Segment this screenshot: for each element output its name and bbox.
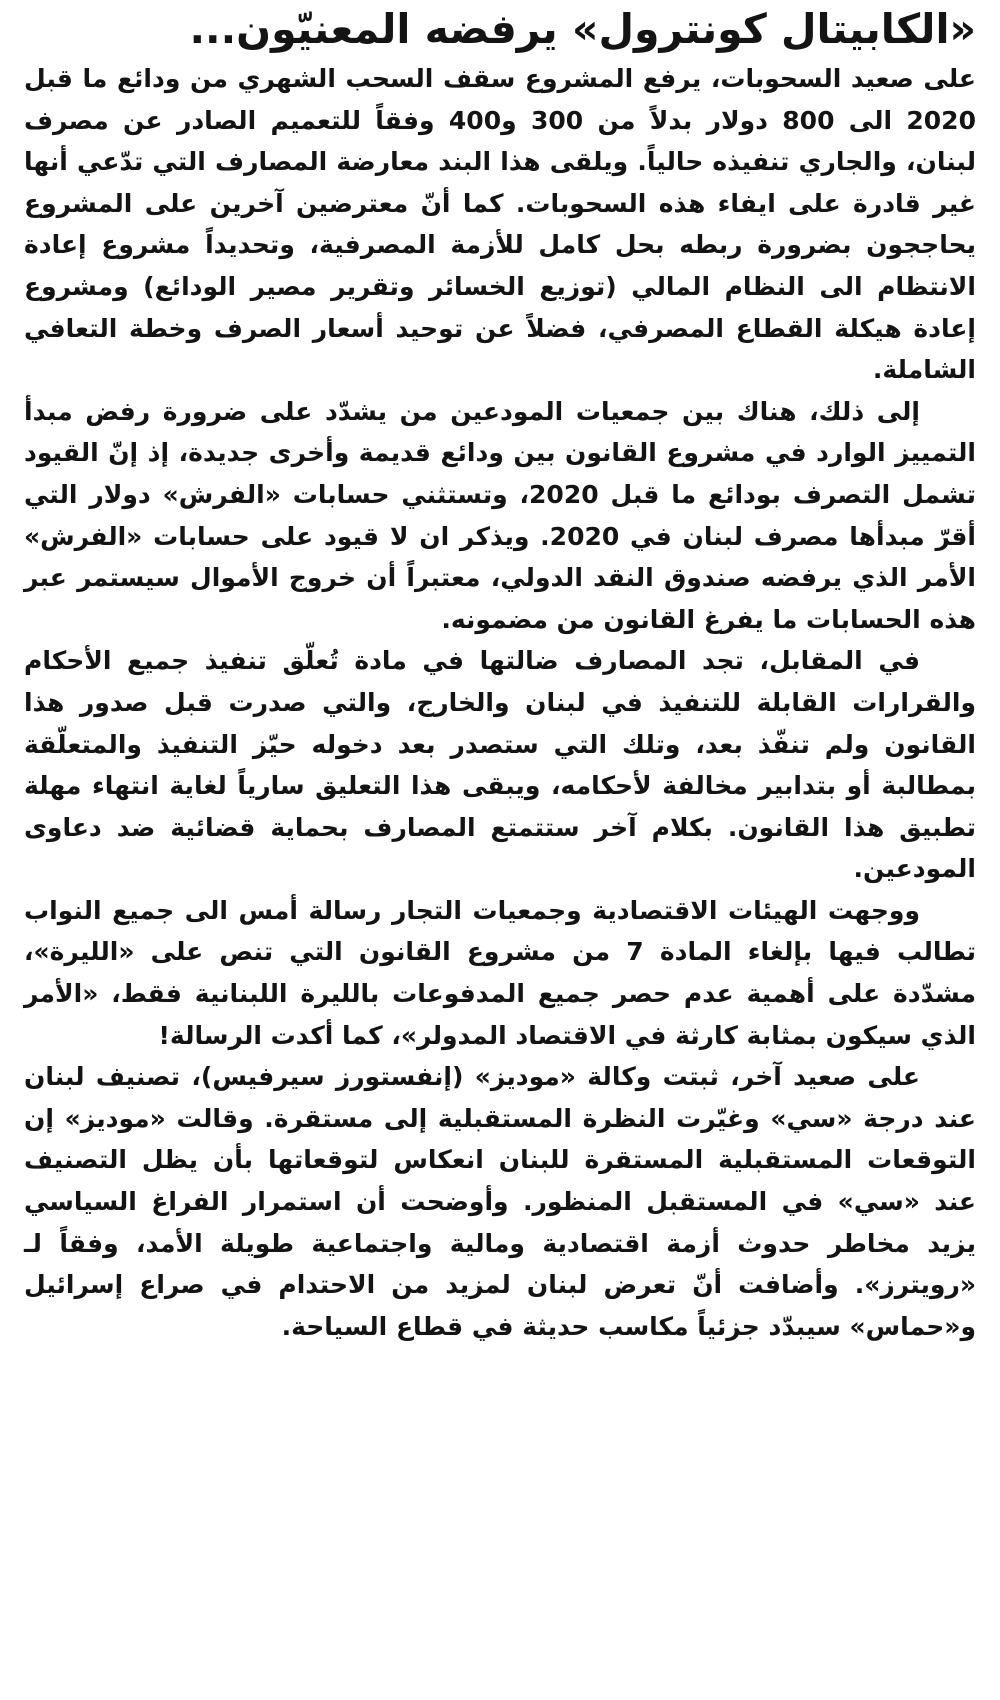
article-body	[24, 58, 976, 1347]
article-paragraph-banks: في المقابل، تجد المصارف ضالتها في مادة تُعلّق تنفيذ جميع الأحكام والقرارات القابلة للتنفيذ في لبنان والخارج، والتي صدرت قبل صدور هذا القانون ولم تنفّذ بعد، وتلك التي ستصدر بعد دخوله حيّز التنفيذ والمتعلّقة بمطالبة أو بتدابير مخالفة لأحكامه، ويبقى هذا التعليق سارياً لغاية انتهاء مهلة تطبيق هذا القانون. بكلام آخر ستتمتع المصارف بحماية قضائية ضد دعاوى المودعين.	[24, 646, 976, 884]
article-paragraph-economic-bodies: ووجهت الهيئات الاقتصادية وجمعيات التجار رسالة أمس الى جميع النواب تطالب فيها بإلغاء المادة 7 من مشروع القانون التي تنص على «الليرة»، مشدّدة على أهمية عدم حصر جميع المدفوعات بالليرة اللبنانية فقط، «الأمر الذي سيكون بمثابة كارثة في الاقتصاد المدولر»، كما أكدت الرسالة!	[24, 895, 976, 1050]
article-paragraph-withdrawals: على صعيد السحوبات، يرفع المشروع سقف السحب الشهري من ودائع ما قبل 2020 الى 800 دولار بدلاً من 300 و400 وفقاً للتعميم الصادر عن مصرف لبنان، والجاري تنفيذه حالياً. ويلقى هذا البند معارضة المصارف التي تدّعي أنها غير قادرة على ايفاء هذه السحوبات. كما أنّ معترضين آخرين على المشروع يحاججون بضرورة ربطه بحل كامل للأزمة المصرفية، وتحديداً مشروع إعادة الانتظام الى النظام المالي (توزيع الخسائر وتقرير مصير الودائع) ومشروع إعادة هيكلة القطاع المصرفي، فضلاً عن توحيد أسعار الصرف وخطة التعافي الشاملة.	[24, 64, 976, 385]
article-headline: «الكابيتال كونترول» يرفضه المعنيّون...	[189, 5, 976, 53]
article-paragraph-moodys: على صعيد آخر، ثبتت وكالة «موديز» (إنفستورز سيرفيس)، تصنيف لبنان عند درجة «سي» وغيّرت النظرة المستقبلية إلى مستقرة. وقالت «موديز» إن التوقعات المستقبلية المستقرة للبنان انعكاس لتوقعاتها بأن يظل التصنيف عند «سي» في المستقبل المنظور. وأوضحت أن استمرار الفراغ السياسي يزيد مخاطر حدوث أزمة اقتصادية ومالية واجتماعية طويلة الأمد، وفقاً لـ «رويترز». وأضافت أنّ تعرض لبنان لمزيد من الاحتدام في صراع إسرائيل و«حماس» سيبدّد جزئياً مكاسب حديثة في قطاع السياحة.	[24, 1062, 976, 1341]
article-paragraph-depositors: إلى ذلك، هناك بين جمعيات المودعين من يشدّد على ضرورة رفض مبدأ التمييز الوارد في مشروع القانون بين ودائع قديمة وأخرى جديدة، إذ إنّ القيود تشمل التصرف بودائع ما قبل 2020، وتستثني حسابات «الفرش» دولار التي أقرّ مبدأها مصرف لبنان في 2020. ويذكر ان لا قيود على حسابات «الفرش» الأمر الذي يرفضه صندوق النقد الدولي، معتبراً أن خروج الأموال سيستمر عبر هذه الحسابات ما يفرغ القانون من مضمونه.	[24, 396, 976, 634]
